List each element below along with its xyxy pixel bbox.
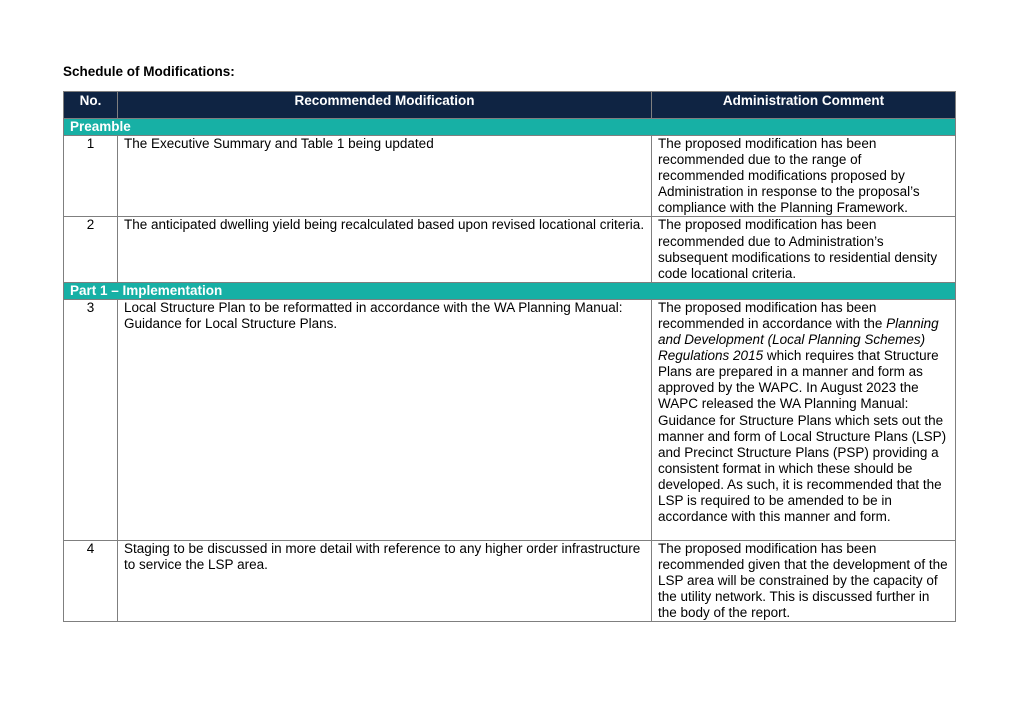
table-row (64, 217, 956, 282)
row-number: 1 (64, 136, 118, 217)
section-row-implementation (64, 282, 956, 299)
table-body (64, 119, 956, 622)
document-heading: Schedule of Modifications: (63, 64, 235, 79)
comment-text-start: The proposed modification has been recommended in accordance with the (658, 299, 887, 331)
section-title: Preamble (64, 119, 956, 136)
comment-cell (652, 299, 956, 540)
column-header-modification: Recommended Modification (118, 92, 652, 119)
modifications-table (63, 91, 956, 622)
comment-text-end: which requires that Structure Plans are prepared in a manner and form as approved by the WAPC. In August 2023 the WAPC released the WA Planning Manual: Guidance for Structure Plans which sets out the manner and form of Local Structure Plans (LSP) and Precinct Structure Plans (PSP) providing a consistent format in which these should be developed. As such, it is recommended that the LSP is required to be amended to be in accordance with this manner and form. (658, 348, 947, 525)
comment-cell: The proposed modification has been recommended due to the range of recommended modifications proposed by Administration in response to the proposal’s compliance with the Planning Framework. (652, 136, 956, 217)
modification-cell: Local Structure Plan to be reformatted in accordance with the WA Planning Manual: Guidance for Local Structure Plans. (118, 299, 652, 540)
table-header (64, 92, 956, 119)
row-number: 2 (64, 217, 118, 282)
section-row-preamble (64, 119, 956, 136)
table-row (64, 540, 956, 621)
row-number: 4 (64, 540, 118, 621)
header-row (64, 92, 956, 119)
table-row (64, 299, 956, 540)
column-header-comment: Administration Comment (652, 92, 956, 119)
modification-cell: The Executive Summary and Table 1 being updated (118, 136, 652, 217)
section-title: Part 1 – Implementation (64, 282, 956, 299)
comment-cell: The proposed modification has been recommended due to Administration’s subsequent modifications to residential density code locational criteria. (652, 217, 956, 282)
comment-cell: The proposed modification has been recommended given that the development of the LSP area will be constrained by the capacity of the utility network. This is discussed further in the body of the report. (652, 540, 956, 621)
row-number: 3 (64, 299, 118, 540)
modification-cell: Staging to be discussed in more detail with reference to any higher order infrastructure to service the LSP area. (118, 540, 652, 621)
modification-cell: The anticipated dwelling yield being recalculated based upon revised locational criteria. (118, 217, 652, 282)
table-row (64, 136, 956, 217)
column-header-no: No. (64, 92, 118, 119)
regulation-title: Planning and Development (Local Planning Schemes) Regulations 2015 (658, 315, 939, 364)
